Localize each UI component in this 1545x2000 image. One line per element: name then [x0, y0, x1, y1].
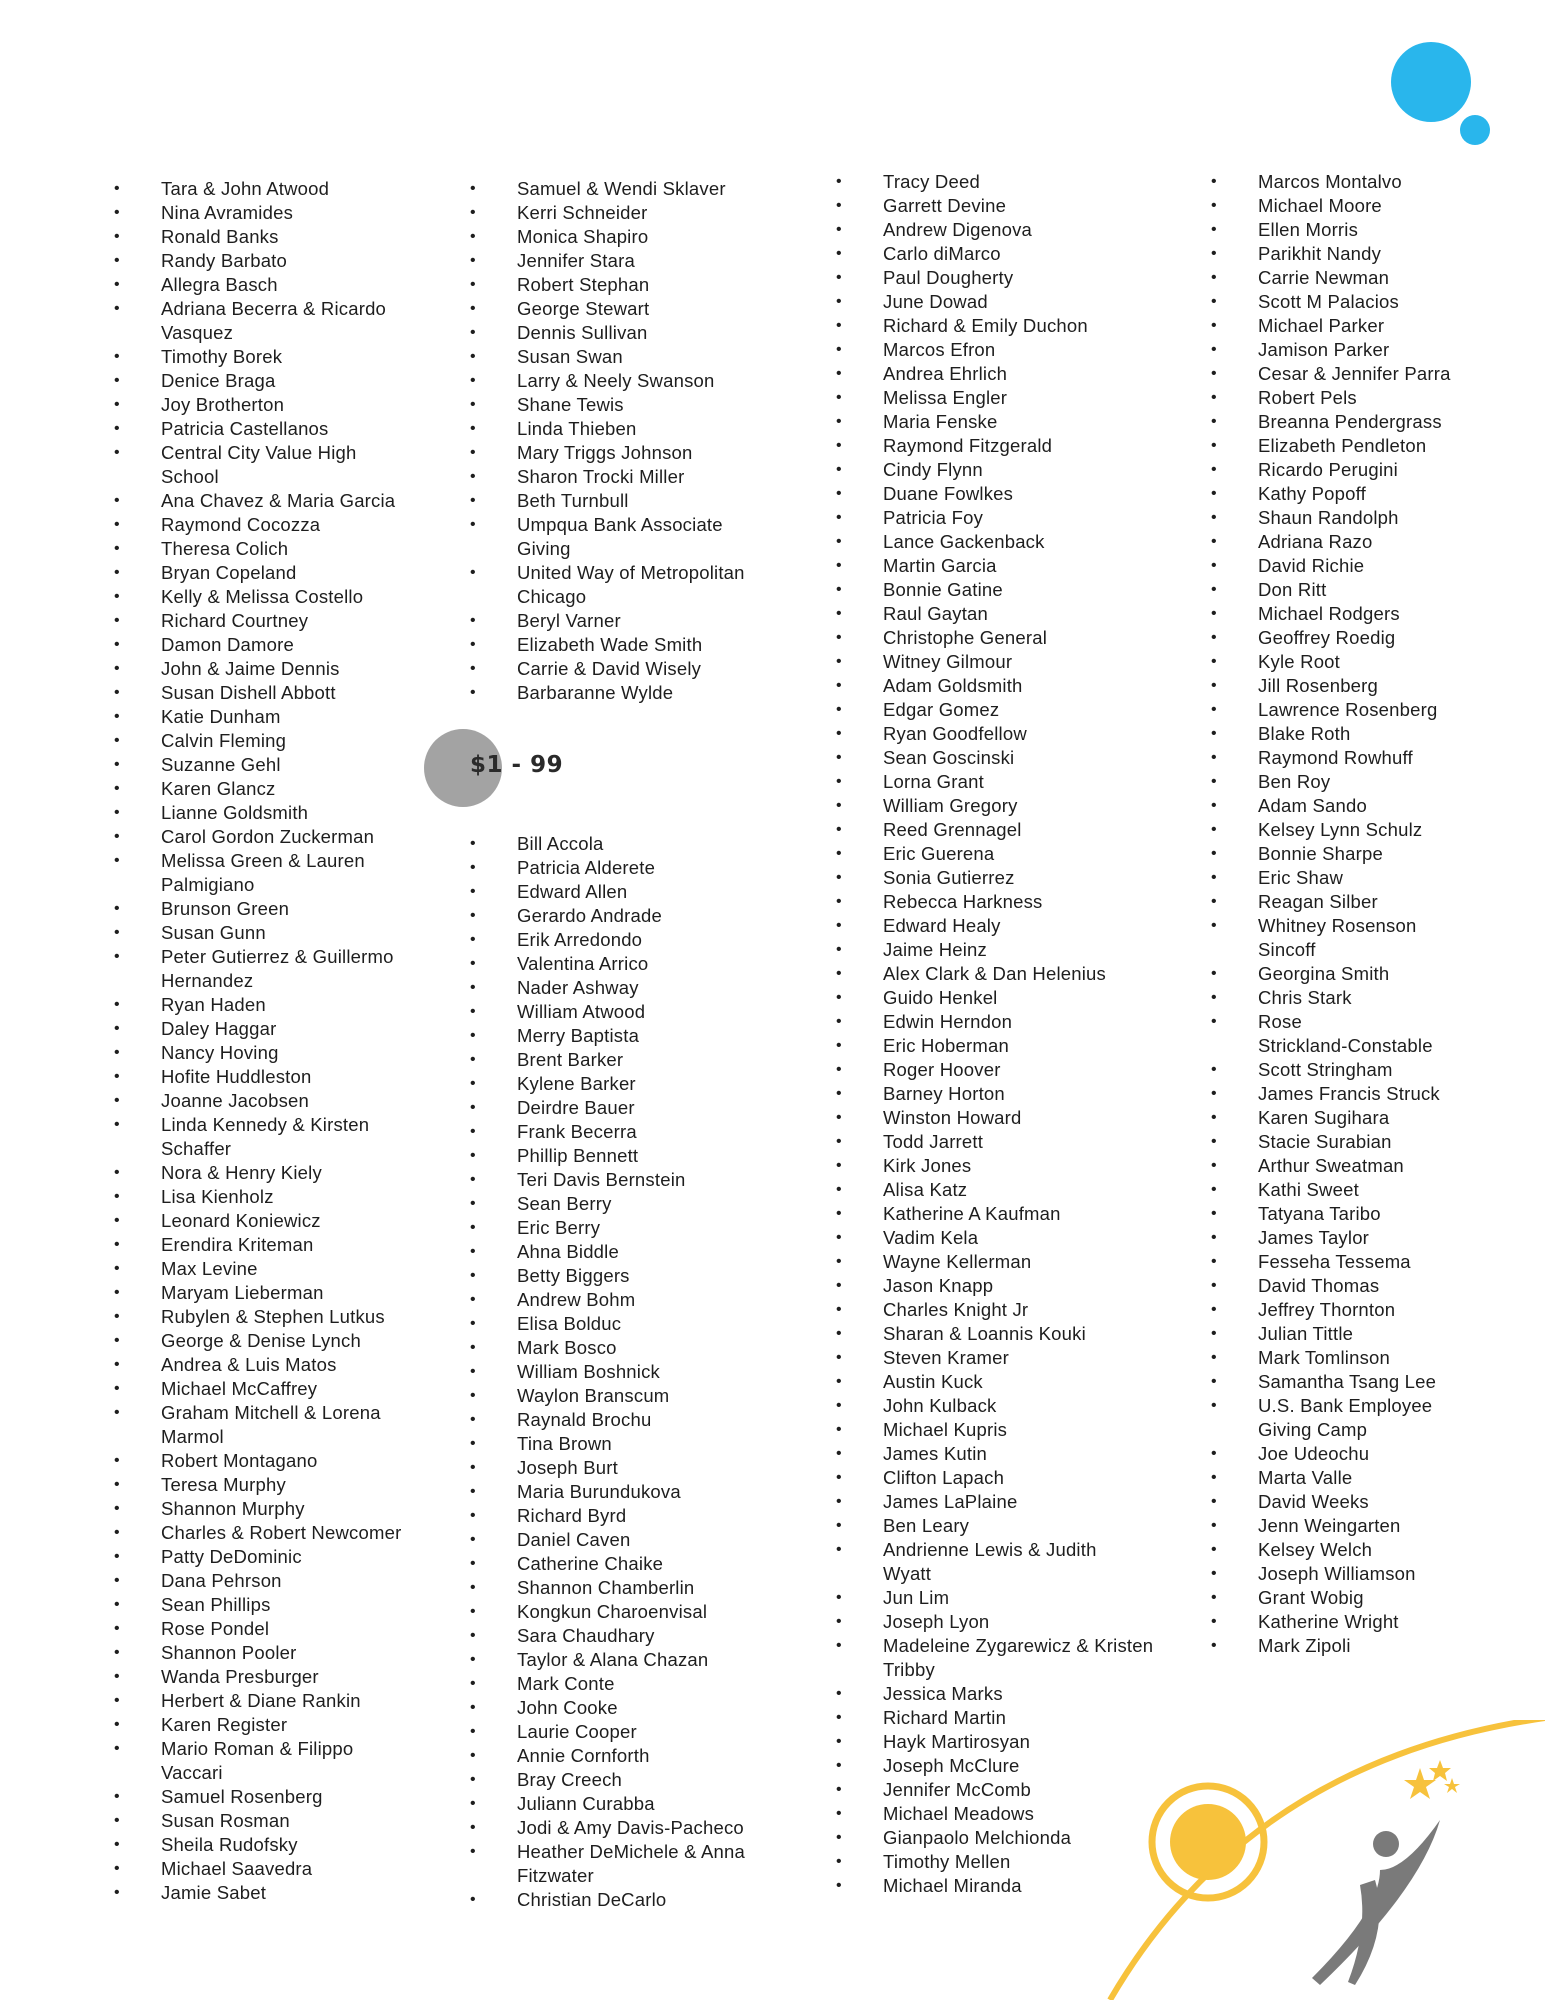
donor-name: • Michael Saavedra	[161, 1857, 431, 1881]
donor-name: • Jenn Weingarten	[1258, 1514, 1528, 1538]
donor-name: • Michael McCaffrey	[161, 1377, 431, 1401]
donor-name: • Ahna Biddle	[517, 1240, 807, 1264]
donor-name: • Monica Shapiro	[517, 225, 807, 249]
donor-name: • William Gregory	[883, 794, 1183, 818]
donor-name: • Elisa Bolduc	[517, 1312, 807, 1336]
donor-name: • Duane Fowlkes	[883, 482, 1183, 506]
donor-name: • Shannon Pooler	[161, 1641, 431, 1665]
donor-name: • John Kulback	[883, 1394, 1183, 1418]
donor-name: • Michael Rodgers	[1258, 602, 1528, 626]
donor-name: • Scott M Palacios	[1258, 290, 1528, 314]
donor-name: • Winston Howard	[883, 1106, 1183, 1130]
donor-name: • Beryl Varner	[517, 609, 807, 633]
donor-name: • Nancy Hoving	[161, 1041, 431, 1065]
donor-name: • Don Ritt	[1258, 578, 1528, 602]
donor-name: • Eric Hoberman	[883, 1034, 1183, 1058]
donor-name: • Ben Roy	[1258, 770, 1528, 794]
donor-name: • Tracy Deed	[883, 170, 1183, 194]
donor-name: • Samuel Rosenberg	[161, 1785, 431, 1809]
donor-name: • Mary Triggs Johnson	[517, 441, 807, 465]
donor-name: • Madeleine Zygarewicz & Kristen Tribby	[883, 1634, 1183, 1682]
donor-name: • Joseph Burt	[517, 1456, 807, 1480]
donor-name: • Georgina Smith	[1258, 962, 1528, 986]
donor-name: • Adriana Razo	[1258, 530, 1528, 554]
donor-name: • Guido Henkel	[883, 986, 1183, 1010]
donor-name: • Jaime Heinz	[883, 938, 1183, 962]
donor-name: • Deirdre Bauer	[517, 1096, 807, 1120]
donor-name: • Raymond Cocozza	[161, 513, 431, 537]
donor-name: • Shannon Chamberlin	[517, 1576, 807, 1600]
donor-name: • Linda Kennedy & Kirsten Schaffer	[161, 1113, 431, 1161]
donor-name: • Calvin Fleming	[161, 729, 431, 753]
donor-name: • Ronald Banks	[161, 225, 431, 249]
donor-name: • Chris Stark	[1258, 986, 1528, 1010]
donor-name: • Kongkun Charoenvisal	[517, 1600, 807, 1624]
donor-name: • Sonia Gutierrez	[883, 866, 1183, 890]
donor-name: • Marcos Montalvo	[1258, 170, 1528, 194]
donor-name: • Hayk Martirosyan	[883, 1730, 1183, 1754]
donor-name: • Kirk Jones	[883, 1154, 1183, 1178]
donor-name: • Austin Kuck	[883, 1370, 1183, 1394]
donor-name: • Lawrence Rosenberg	[1258, 698, 1528, 722]
donor-name: • Juliann Curabba	[517, 1792, 807, 1816]
donor-name: • Andrea Ehrlich	[883, 362, 1183, 386]
donor-name: • Kelsey Welch	[1258, 1538, 1528, 1562]
donor-name: • Joseph Lyon	[883, 1610, 1183, 1634]
donor-name: • Dennis Sullivan	[517, 321, 807, 345]
donor-name: • Andrea & Luis Matos	[161, 1353, 431, 1377]
donor-name: • Mark Conte	[517, 1672, 807, 1696]
donor-name: • Larry & Neely Swanson	[517, 369, 807, 393]
donor-name: • Joseph McClure	[883, 1754, 1183, 1778]
donor-name: • Nina Avramides	[161, 201, 431, 225]
donor-name: • Taylor & Alana Chazan	[517, 1648, 807, 1672]
donor-name: • Frank Becerra	[517, 1120, 807, 1144]
donor-name: • Richard & Emily Duchon	[883, 314, 1183, 338]
donor-name: • Susan Dishell Abbott	[161, 681, 431, 705]
donor-name: • Carlo diMarco	[883, 242, 1183, 266]
donor-name: • Jeffrey Thornton	[1258, 1298, 1528, 1322]
donor-name: • Susan Rosman	[161, 1809, 431, 1833]
donor-name: • June Dowad	[883, 290, 1183, 314]
donor-name: • David Weeks	[1258, 1490, 1528, 1514]
donor-name: • Cindy Flynn	[883, 458, 1183, 482]
donor-name: • Carol Gordon Zuckerman	[161, 825, 431, 849]
donor-name: • Alisa Katz	[883, 1178, 1183, 1202]
donor-name: • Elizabeth Pendleton	[1258, 434, 1528, 458]
donor-name: • Michael Moore	[1258, 194, 1528, 218]
donor-name: • Kathy Popoff	[1258, 482, 1528, 506]
donor-name: • Katherine A Kaufman	[883, 1202, 1183, 1226]
donor-name: • Randy Barbato	[161, 249, 431, 273]
donor-name: • Todd Jarrett	[883, 1130, 1183, 1154]
donor-name: • Samuel & Wendi Sklaver	[517, 177, 807, 201]
donor-name: • Merry Baptista	[517, 1024, 807, 1048]
donor-name: • Melissa Green & Lauren Palmigiano	[161, 849, 431, 897]
donor-name: • Blake Roth	[1258, 722, 1528, 746]
donor-name: • Adriana Becerra & Ricardo Vasquez	[161, 297, 431, 345]
donor-name: • Theresa Colich	[161, 537, 431, 561]
donor-name: • Adam Goldsmith	[883, 674, 1183, 698]
donor-name: • Sean Berry	[517, 1192, 807, 1216]
donor-name: • Grant Wobig	[1258, 1586, 1528, 1610]
star-icon	[1404, 1760, 1460, 1799]
donor-name: • Sean Phillips	[161, 1593, 431, 1617]
donor-name: • Raul Gaytan	[883, 602, 1183, 626]
donor-name: • Martin Garcia	[883, 554, 1183, 578]
donor-list-column-1	[161, 177, 431, 1905]
donor-name: • David Richie	[1258, 554, 1528, 578]
donor-name: • Leonard Koniewicz	[161, 1209, 431, 1233]
donor-name: • Bonnie Gatine	[883, 578, 1183, 602]
donor-name: • Fesseha Tessema	[1258, 1250, 1528, 1274]
donor-name: • Arthur Sweatman	[1258, 1154, 1528, 1178]
donor-name: • James Taylor	[1258, 1226, 1528, 1250]
donor-name: • United Way of Metropolitan Chicago	[517, 561, 807, 609]
donor-name: • Jun Lim	[883, 1586, 1183, 1610]
donor-name: • Bill Accola	[517, 832, 807, 856]
donor-name: • Patricia Castellanos	[161, 417, 431, 441]
donor-name: • Carrie Newman	[1258, 266, 1528, 290]
donor-list-column-2-bottom	[517, 832, 807, 1912]
donor-name: • Andrienne Lewis & Judith Wyatt	[883, 1538, 1183, 1586]
donor-name: • Rubylen & Stephen Lutkus	[161, 1305, 431, 1329]
donor-name: • Laurie Cooper	[517, 1720, 807, 1744]
donor-name: • Erendira Kriteman	[161, 1233, 431, 1257]
donor-name: • Jason Knapp	[883, 1274, 1183, 1298]
donor-name: • Barney Horton	[883, 1082, 1183, 1106]
donor-name: • Rose Strickland-Constable	[1258, 1010, 1528, 1058]
donor-name: • Lance Gackenback	[883, 530, 1183, 554]
donor-name: • U.S. Bank Employee Giving Camp	[1258, 1394, 1528, 1442]
donor-name: • Geoffrey Roedig	[1258, 626, 1528, 650]
donor-name: • David Thomas	[1258, 1274, 1528, 1298]
donor-name: • Jodi & Amy Davis-Pacheco	[517, 1816, 807, 1840]
donor-name: • William Atwood	[517, 1000, 807, 1024]
donor-name: • Heather DeMichele & Anna Fitzwater	[517, 1840, 807, 1888]
donor-name: • Raynald Brochu	[517, 1408, 807, 1432]
donor-name: • Scott Stringham	[1258, 1058, 1528, 1082]
donor-name: • Mark Bosco	[517, 1336, 807, 1360]
donor-name: • Denice Braga	[161, 369, 431, 393]
donor-name: • Wayne Kellerman	[883, 1250, 1183, 1274]
donor-name: • Catherine Chaike	[517, 1552, 807, 1576]
donor-name: • John & Jaime Dennis	[161, 657, 431, 681]
donor-name: • Hofite Huddleston	[161, 1065, 431, 1089]
donor-name: • Ryan Haden	[161, 993, 431, 1017]
donor-name: • Nora & Henry Kiely	[161, 1161, 431, 1185]
donor-name: • Jill Rosenberg	[1258, 674, 1528, 698]
donor-name: • Christophe General	[883, 626, 1183, 650]
donor-name: • Jamison Parker	[1258, 338, 1528, 362]
donor-name: • Suzanne Gehl	[161, 753, 431, 777]
donor-name: • Charles & Robert Newcomer	[161, 1521, 431, 1545]
donor-name: • Susan Swan	[517, 345, 807, 369]
donor-name: • Brunson Green	[161, 897, 431, 921]
donor-name: • Karen Register	[161, 1713, 431, 1737]
donor-name: • Joseph Williamson	[1258, 1562, 1528, 1586]
donor-name: • Max Levine	[161, 1257, 431, 1281]
donor-name: • Wanda Presburger	[161, 1665, 431, 1689]
donor-name: • Tara & John Atwood	[161, 177, 431, 201]
donor-name: • Sharon Trocki Miller	[517, 465, 807, 489]
donor-name: • Sharan & Loannis Kouki	[883, 1322, 1183, 1346]
donor-name: • Peter Gutierrez & Guillermo Hernandez	[161, 945, 431, 993]
donor-name: • Reagan Silber	[1258, 890, 1528, 914]
donor-name: • Brent Barker	[517, 1048, 807, 1072]
donor-name: • Katie Dunham	[161, 705, 431, 729]
donor-name: • Richard Martin	[883, 1706, 1183, 1730]
donor-name: • Kelsey Lynn Schulz	[1258, 818, 1528, 842]
donor-name: • Bray Creech	[517, 1768, 807, 1792]
donor-name: • Sara Chaudhary	[517, 1624, 807, 1648]
donor-name: • Karen Sugihara	[1258, 1106, 1528, 1130]
donor-name: • Bonnie Sharpe	[1258, 842, 1528, 866]
donor-name: • Reed Grennagel	[883, 818, 1183, 842]
donor-name: • Edgar Gomez	[883, 698, 1183, 722]
donor-name: • Phillip Bennett	[517, 1144, 807, 1168]
donor-name: • Daley Haggar	[161, 1017, 431, 1041]
donor-name: • William Boshnick	[517, 1360, 807, 1384]
donor-name: • Shannon Murphy	[161, 1497, 431, 1521]
donor-name: • Jennifer McComb	[883, 1778, 1183, 1802]
donor-name: • Ellen Morris	[1258, 218, 1528, 242]
donor-name: • Barbaranne Wylde	[517, 681, 807, 705]
donor-name: • Kelly & Melissa Costello	[161, 585, 431, 609]
donor-name: • Carrie & David Wisely	[517, 657, 807, 681]
person-figure-icon	[1312, 1820, 1440, 1985]
donor-name: • Stacie Surabian	[1258, 1130, 1528, 1154]
blue-dots-decoration	[1370, 30, 1500, 160]
donor-name: • Edward Healy	[883, 914, 1183, 938]
donor-name: • Paul Dougherty	[883, 266, 1183, 290]
donor-name: • Garrett Devine	[883, 194, 1183, 218]
donor-name: • Mario Roman & Filippo Vaccari	[161, 1737, 431, 1785]
donor-name: • Kylene Barker	[517, 1072, 807, 1096]
donor-name: • Valentina Arrico	[517, 952, 807, 976]
donor-name: • Robert Montagano	[161, 1449, 431, 1473]
donor-name: • Timothy Mellen	[883, 1850, 1183, 1874]
donor-name: • Umpqua Bank Associate Giving	[517, 513, 807, 561]
donor-name: • Roger Hoover	[883, 1058, 1183, 1082]
donor-name: • Waylon Branscum	[517, 1384, 807, 1408]
donor-name: • Edwin Herndon	[883, 1010, 1183, 1034]
donor-name: • Bryan Copeland	[161, 561, 431, 585]
donor-name: • Raymond Fitzgerald	[883, 434, 1183, 458]
donor-name: • Rose Pondel	[161, 1617, 431, 1641]
donor-name: • Richard Byrd	[517, 1504, 807, 1528]
donor-name: • Betty Biggers	[517, 1264, 807, 1288]
donor-name: • Ana Chavez & Maria Garcia	[161, 489, 431, 513]
donor-name: • Katherine Wright	[1258, 1610, 1528, 1634]
donor-name: • Sheila Rudofsky	[161, 1833, 431, 1857]
donor-name: • Robert Pels	[1258, 386, 1528, 410]
donor-name: • Kerri Schneider	[517, 201, 807, 225]
donor-name: • Ryan Goodfellow	[883, 722, 1183, 746]
donor-name: • Maryam Lieberman	[161, 1281, 431, 1305]
donor-name: • Joe Udeochu	[1258, 1442, 1528, 1466]
donor-name: • Lorna Grant	[883, 770, 1183, 794]
donor-name: • Eric Berry	[517, 1216, 807, 1240]
donor-name: • Adam Sando	[1258, 794, 1528, 818]
donor-name: • Mark Tomlinson	[1258, 1346, 1528, 1370]
donor-name: • Jennifer Stara	[517, 249, 807, 273]
donor-name: • Julian Tittle	[1258, 1322, 1528, 1346]
donor-name: • Robert Stephan	[517, 273, 807, 297]
donor-name: • Nader Ashway	[517, 976, 807, 1000]
donor-name: • Cesar & Jennifer Parra	[1258, 362, 1528, 386]
donor-name: • Tatyana Taribo	[1258, 1202, 1528, 1226]
donor-name: • Eric Shaw	[1258, 866, 1528, 890]
small-blue-dot	[1460, 115, 1490, 145]
donor-name: • Erik Arredondo	[517, 928, 807, 952]
donor-name: • Eric Guerena	[883, 842, 1183, 866]
donor-name: • Christian DeCarlo	[517, 1888, 807, 1912]
donor-name: • Beth Turnbull	[517, 489, 807, 513]
donor-name: • Marta Valle	[1258, 1466, 1528, 1490]
donor-name: • Charles Knight Jr	[883, 1298, 1183, 1322]
donor-name: • John Cooke	[517, 1696, 807, 1720]
donor-name: • Timothy Borek	[161, 345, 431, 369]
donor-name: • Marcos Efron	[883, 338, 1183, 362]
donor-name: • Ricardo Perugini	[1258, 458, 1528, 482]
donor-name: • Maria Fenske	[883, 410, 1183, 434]
donor-name: • Teresa Murphy	[161, 1473, 431, 1497]
donor-name: • Gerardo Andrade	[517, 904, 807, 928]
donor-name: • Michael Meadows	[883, 1802, 1183, 1826]
donor-name: • Richard Courtney	[161, 609, 431, 633]
donor-name: • Michael Miranda	[883, 1874, 1183, 1898]
donor-name: • Patty DeDominic	[161, 1545, 431, 1569]
donor-name: • Ben Leary	[883, 1514, 1183, 1538]
donor-name: • Jamie Sabet	[161, 1881, 431, 1905]
donor-name: • Herbert & Diane Rankin	[161, 1689, 431, 1713]
donor-name: • Kyle Root	[1258, 650, 1528, 674]
donor-name: • Whitney Rosenson Sincoff	[1258, 914, 1528, 962]
donor-name: • Mark Zipoli	[1258, 1634, 1528, 1658]
donor-name: • Edward Allen	[517, 880, 807, 904]
donor-name: • George Stewart	[517, 297, 807, 321]
donor-name: • Teri Davis Bernstein	[517, 1168, 807, 1192]
donor-name: • Susan Gunn	[161, 921, 431, 945]
donor-name: • Maria Burundukova	[517, 1480, 807, 1504]
donor-name: • Damon Damore	[161, 633, 431, 657]
donor-name: • Karen Glancz	[161, 777, 431, 801]
donor-name: • Tina Brown	[517, 1432, 807, 1456]
donor-name: • Andrew Digenova	[883, 218, 1183, 242]
donor-name: • Dana Pehrson	[161, 1569, 431, 1593]
donor-name: • Patricia Foy	[883, 506, 1183, 530]
donor-name: • James Kutin	[883, 1442, 1183, 1466]
donor-name: • Lianne Goldsmith	[161, 801, 431, 825]
donor-name: • Jessica Marks	[883, 1682, 1183, 1706]
donor-name: • Allegra Basch	[161, 273, 431, 297]
donor-name: • Rebecca Harkness	[883, 890, 1183, 914]
donor-name: • Raymond Rowhuff	[1258, 746, 1528, 770]
donor-name: • Shaun Randolph	[1258, 506, 1528, 530]
donor-name: • Witney Gilmour	[883, 650, 1183, 674]
donor-name: • Graham Mitchell & Lorena Marmol	[161, 1401, 431, 1449]
donor-name: • Steven Kramer	[883, 1346, 1183, 1370]
donor-name: • Sean Goscinski	[883, 746, 1183, 770]
donor-name: • Lisa Kienholz	[161, 1185, 431, 1209]
donor-name: • Parikhit Nandy	[1258, 242, 1528, 266]
donor-name: • Breanna Pendergrass	[1258, 410, 1528, 434]
donor-name: • James Francis Struck	[1258, 1082, 1528, 1106]
donor-name: • Elizabeth Wade Smith	[517, 633, 807, 657]
tier-heading: $1 - 99	[470, 752, 564, 778]
orbit-logo-decoration	[1090, 1720, 1545, 2000]
donor-name: • Patricia Alderete	[517, 856, 807, 880]
donor-name: • Joanne Jacobsen	[161, 1089, 431, 1113]
donor-name: • George & Denise Lynch	[161, 1329, 431, 1353]
donor-name: • Clifton Lapach	[883, 1466, 1183, 1490]
donor-name: • Gianpaolo Melchionda	[883, 1826, 1183, 1850]
donor-name: • Daniel Caven	[517, 1528, 807, 1552]
large-blue-dot	[1391, 42, 1471, 122]
donor-list-column-2-top	[517, 177, 807, 705]
donor-name: • Linda Thieben	[517, 417, 807, 441]
donor-name: • James LaPlaine	[883, 1490, 1183, 1514]
donor-name: • Annie Cornforth	[517, 1744, 807, 1768]
donor-name: • Vadim Kela	[883, 1226, 1183, 1250]
donor-name: • Michael Parker	[1258, 314, 1528, 338]
donor-name: • Joy Brotherton	[161, 393, 431, 417]
donor-name: • Michael Kupris	[883, 1418, 1183, 1442]
donor-name: • Melissa Engler	[883, 386, 1183, 410]
donor-name: • Shane Tewis	[517, 393, 807, 417]
donor-name: • Kathi Sweet	[1258, 1178, 1528, 1202]
orbit-sun	[1170, 1804, 1246, 1880]
donor-list-column-4	[1258, 170, 1528, 1658]
donor-name: • Samantha Tsang Lee	[1258, 1370, 1528, 1394]
donor-list-column-3	[883, 170, 1183, 1898]
donor-name: • Alex Clark & Dan Helenius	[883, 962, 1183, 986]
donor-name: • Central City Value High School	[161, 441, 431, 489]
donor-name: • Andrew Bohm	[517, 1288, 807, 1312]
